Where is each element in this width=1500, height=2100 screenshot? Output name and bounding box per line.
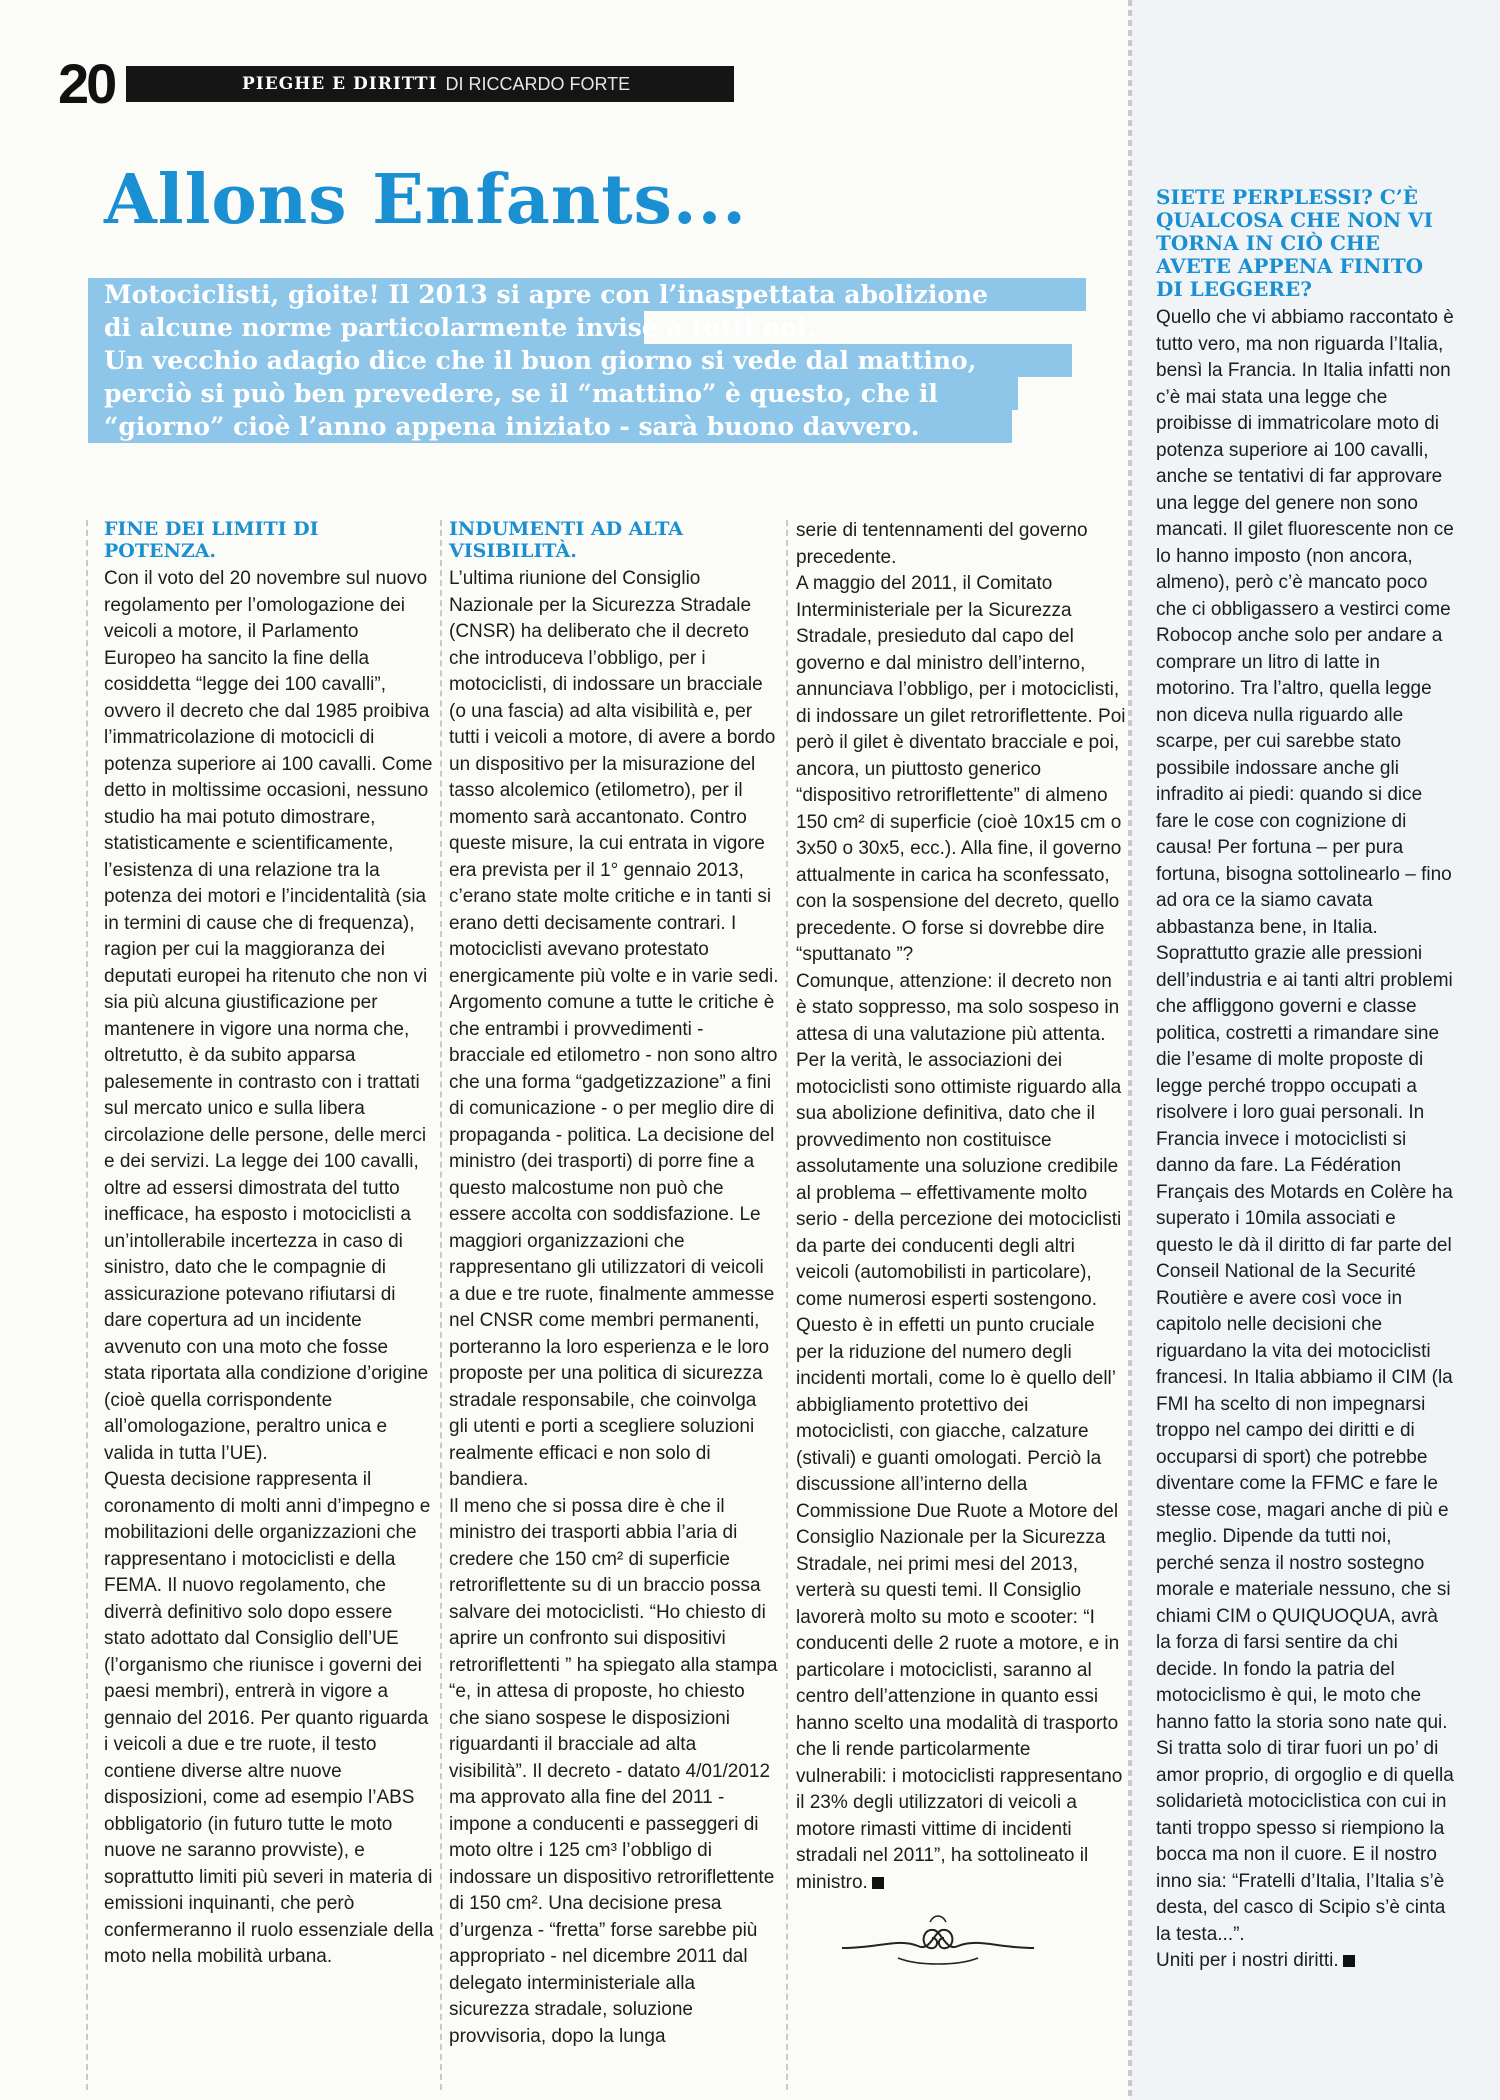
paragraph: Il meno che si possa dire è che il ministro dei trasporti abbia l’aria di credere che 150 cm² di superficie retroriflettente su di un braccio possa salvare dei motociclisti. “Ho chiesto di aprire un confronto sui dispositivi retroriflettenti ” ha spiegato alla stampa “e, in attesa di proposte, ho chiesto che siano sospese le disposizioni riguardanti il bracciale ad alta visibilità”. Il decreto - datato 4/01/2012 ma approvato alla fine del 2011 - impone a conducenti e passeggeri di moto oltre i 125 cm³ l’obbligo di indossare un dispositivo retroriflettente di 150 cm². Una decisione presa d’urgenza - “fretta” forse sarebbe più appropriato - nel dicembre 2011 dal delegato interministeriale alla sicurezza stradale, soluzione provvisoria, dopo la lunga bbox=[449, 1495, 778, 2047]
subheading-visibility: INDUMENTI AD ALTA VISIBILITÀ. bbox=[449, 518, 684, 562]
paragraph: serie di tentennamenti del governo precedente. bbox=[796, 520, 1088, 568]
paragraph: Quello che vi abbiamo raccontato è tutto vero, ma non riguarda l’Italia, bensì la Francia. In Italia infatti non c’è mai stata una legge che proibisse di immatricolare moto di potenza superiore ai 100 cavalli, anche se tentativi di far approvare una legge del genere non sono mancati. Il gilet fluorescente non ce lo hanno imposto (non ancora, almeno), però c’è mancato poco che ci obbligassero a vestirci come Robocop anche solo per andare a comprare un litro di latte in motorino. Tra l’altro, quella legge non diceva nulla riguardo alle scarpe, per cui sarebbe stato possibile indossare anche gli infradito ai piedi: quando si dice fare le cose con cognizione di causa! Per fortuna – per pura fortuna, bisogna sottolinearlo – fino ad ora ce la siamo cavata abbastanza bene, in Italia. Soprattutto grazie alle pressioni dell’industria e ai tanti altri problemi che affliggono governi e classe politica, costretti a rimandare sine die l’esame di molte proposte di legge perché troppo occupati a risolvere i loro guai personali. In Francia invece i motociclisti si danno da fare. La Fédération Français des Motards en Colère ha superato i 10mila associati e questo le dà il diritto di far parte del Conseil National de la Securité Routière e avere così voce in capitolo nelle decisioni che riguardano la vita dei motociclisti francesi. In Italia abbiamo il CIM (la FMI ha scelto di non impegnarsi troppo nel campo dei diritti e di occuparsi di sport) che potrebbe diventare come la FFMC e fare le stesse cose, magari anche di più e meglio. Dipende da tutti noi, perché senza il nostro sostegno morale e materiale nessuno, che si chiami CIM o QUIQUOQUA, avrà la forza di farsi sentire da chi decide. In fondo la patria del motociclismo è qui, le moto che hanno fatto la storia sono nate qui. Si tratta solo di tirar fuori un po’ di amor proprio, di orgoglio e di quella solidarietà motociclistica con cui in tanti troppo spesso si riempiono la bocca ma non il cuore. E il nostro inno sia: “Fratelli d’Italia, l’Italia s’è desta, del casco di Scipio s’è cinta la testa...”. bbox=[1156, 307, 1454, 1945]
column-rule bbox=[786, 520, 788, 2090]
closing-line: Uniti per i nostri diritti. bbox=[1156, 1950, 1339, 1971]
intro-line: perciò si può ben prevedere, se il “mattino” è questo, che il bbox=[104, 379, 938, 408]
sidebar-heading: SIETE PERPLESSI? C’È QUALCOSA CHE NON VI TORNA IN CIÒ CHE AVETE APPENA FINITO DI LEGGERE? bbox=[1156, 185, 1433, 301]
article-title: Allons Enfants... bbox=[104, 160, 747, 240]
end-mark-icon bbox=[872, 1877, 884, 1889]
column-rule bbox=[86, 520, 88, 2090]
sidebar-column bbox=[1156, 186, 1454, 1975]
paragraph-text: Comunque, attenzione: il decreto non è stato soppresso, ma solo sospeso in attesa di una valutazione più attenta. Per la verità, le associazioni dei motociclisti sono ottimiste riguardo alla sua abolizione definitiva, dato che il provvedimento non costituisce assolutamente una soluzione credibile al problema – effettivamente molto serio - della percezione dei motociclisti da parte dei conducenti degli altri veicoli (automobilisti in particolare), come numerosi esperti sostengono. Questo è in effetti un punto cruciale per la riduzione del numero degli incidenti mortali, come lo è quello dell’ abbigliamento protettivo dei motociclisti, con giacche, calzature (stivali) e guanti omologati. Perciò la discussione all’interno della Commissione Due Ruote a Motore del Consiglio Nazionale per la Sicurezza Stradale, nei primi mesi del 2013, verterà su questi temi. Il Consiglio lavorerà molto su moto e scooter: “I conducenti delle 2 ruote a motore, e in particolare i motociclisti, saranno al centro dell’attenzione in quanto essi hanno scelto una modalità di trasporto che li rende particolarmente vulnerabili: i motociclisti rappresentano il 23% degli utilizzatori di veicoli a motore rimasti vittime di incidenti stradali nel 2011”, ha sottolineato il ministro. bbox=[796, 970, 1123, 1893]
paragraph bbox=[1156, 1948, 1454, 1975]
intro-line: “giorno” cioè l’anno appena iniziato - sarà buono davvero. bbox=[104, 412, 920, 441]
subheading-power-limits: FINE DEI LIMITI DI POTENZA. bbox=[104, 518, 319, 562]
article-column-3 bbox=[796, 518, 1126, 1896]
page-number: 20 bbox=[58, 52, 115, 115]
article-column-2 bbox=[449, 518, 779, 2050]
flourish-ornament-icon bbox=[838, 1908, 1038, 1972]
paragraph: Questa decisione rappresenta il coronamento di molti anni d’impegno e mobilitazioni delle organizzazioni che rappresentano i motociclisti e della FEMA. Il nuovo regolamento, che diverrà definitivo solo dopo essere stato adottato dal Consiglio dell’UE (l’organismo che riunisce i governi dei paesi membri), entrerà in vigore a gennaio del 2016. Per quanto riguarda i veicoli a due e tre ruote, il testo contiene diverse altre nuove disposizioni, come ad esempio l’ABS obbligatorio (in futuro tutte le moto nuove ne saranno provviste), e soprattutto limiti più severi in materia di emissioni inquinanti, che però confermeranno il ruolo essenziale della moto nella mobilità urbana. bbox=[104, 1469, 434, 1967]
article-intro bbox=[104, 278, 1104, 443]
paragraph: A maggio del 2011, il Comitato Interministeriale per la Sicurezza Stradale, presieduto dal capo del governo e dal ministro dell’interno, annunciava l’obbligo, per i motociclisti, di indossare un gilet retroriflettente. Poi però il gilet è diventato bracciale e poi, ancora, un piuttosto generico “dispositivo retroriflettente” di almeno 150 cm² di superficie (cioè 10x15 cm o 3x50 o 30x5, ecc.). Alla fine, il governo attualmente in carica ha sconfessato, con la sospensione del decreto, quello precedente. O forse si dovrebbe dire “sputtanato ”? bbox=[796, 573, 1126, 965]
intro-line: Un vecchio adagio dice che il buon giorno si vede dal mattino, bbox=[104, 346, 977, 375]
article-column-1 bbox=[104, 518, 434, 1971]
end-mark-icon bbox=[1343, 1955, 1355, 1967]
paragraph bbox=[796, 969, 1126, 1897]
column-divider-wavy bbox=[1128, 0, 1132, 2100]
byline: DI RICCARDO FORTE bbox=[445, 73, 631, 94]
intro-line: di alcune norme particolarmente invise a tutti noi. bbox=[104, 313, 816, 342]
section-name: PIEGHE E DIRITTI bbox=[242, 74, 438, 94]
paragraph: Con il voto del 20 novembre sul nuovo regolamento per l’omologazione dei veicoli a motore, il Parlamento Europeo ha sancito la fine della cosiddetta “legge dei 100 cavalli”, ovvero il decreto che dal 1985 proibiva l’immatricolazione di motocicli di potenza superiore ai 100 cavalli. Come detto in moltissime occasioni, nessuno studio ha mai potuto dimostrare, statisticamente e scientificamente, l’esistenza di una relazione tra la potenza dei motori e l’incidentalità (sia in termini di cause che di frequenza), ragion per cui la maggioranza dei deputati europei ha ritenuto che non vi sia più alcuna giustificazione per mantenere in vigore una norma che, oltretutto, è da subito apparsa palesemente in contrasto con i trattati sul mercato unico e sulla libera circolazione delle persone, delle merci e dei servizi. La legge dei 100 cavalli, oltre ad essersi dimostrata del tutto inefficace, ha esposto i motociclisti a un’intollerabile incertezza in caso di sinistro, dato che le compagnie di assicurazione potevano rifiutarsi di dare copertura ad un incidente avvenuto con una moto che fosse stata riportata alla condizione d’origine (cioè quella corrispondente all’omologazione, peraltro unica e valida in tutta l’UE). bbox=[104, 568, 433, 1464]
column-rule bbox=[440, 520, 442, 2090]
section-header-bar bbox=[126, 66, 734, 102]
intro-line: Motociclisti, gioite! Il 2013 si apre con l’inaspettata abolizione bbox=[104, 280, 989, 309]
paragraph: L’ultima riunione del Consiglio Nazionale per la Sicurezza Stradale (CNSR) ha deliberato che il decreto che introduceva l’obbligo, per i motociclisti, di indossare un bracciale (o una fascia) ad alta visibilità e, per tutti i veicoli a motore, di avere a bordo un dispositivo per la misurazione del tasso alcolemico (etilometro), per il momento sarà accantonato. Contro queste misure, la cui entrata in vigore era prevista per il 1° gennaio 2013, c’erano state molte critiche e in tanti si erano detti decisamente contrari. I motociclisti avevano protestato energicamente più volte e in varie sedi. Argomento comune a tutte le critiche è che entrambi i provvedimenti - bracciale ed etilometro - non sono altro che una forma “gadgetizzazione” a fini di comunicazione - o per meglio dire di propaganda - politica. La decisione del ministro (dei trasporti) di porre fine a questo malcostume non può che essere accolta con soddisfazione. Le maggiori organizzazioni che rappresentano gli utilizzatori di veicoli a due e tre ruote, finalmente ammesse nel CNSR come membri permanenti, porteranno la loro esperienza e le loro proposte per una politica di sicurezza stradale responsabile, che coinvolga gli utenti e porti a scegliere soluzioni realmente efficaci e non solo di bandiera. bbox=[449, 568, 779, 1490]
